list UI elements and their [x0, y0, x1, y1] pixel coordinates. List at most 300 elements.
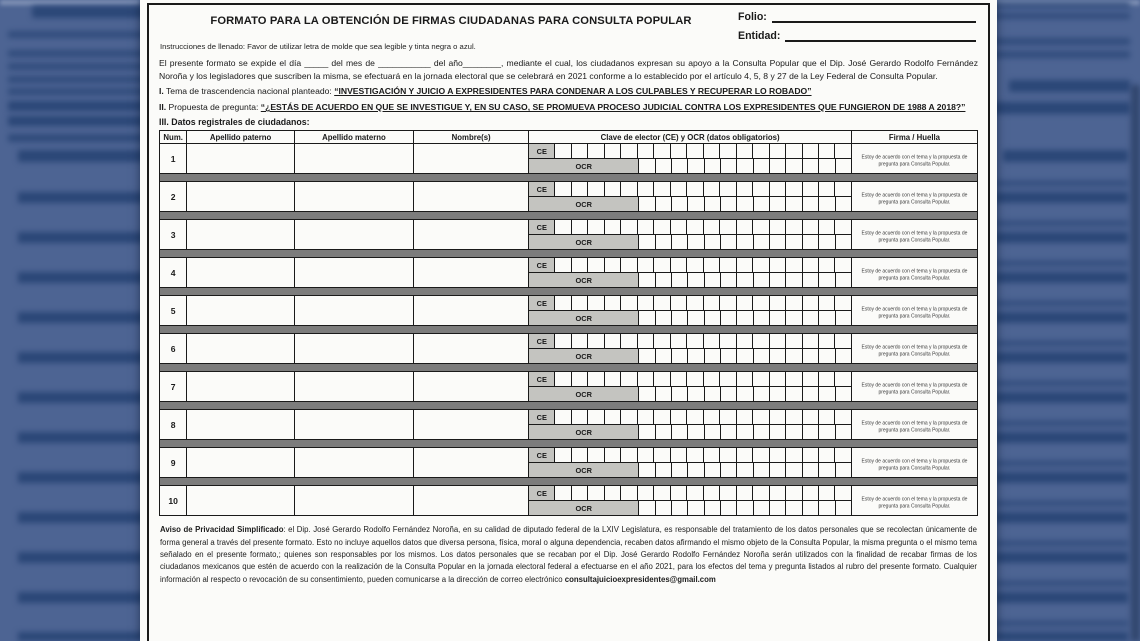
ocr-char-box[interactable]: [786, 235, 802, 249]
ocr-char-box[interactable]: [656, 159, 672, 173]
ce-char-box[interactable]: [687, 372, 703, 386]
ce-char-box[interactable]: [605, 258, 621, 272]
ce-char-box[interactable]: [621, 220, 637, 234]
ce-char-box[interactable]: [803, 410, 819, 424]
ce-char-box[interactable]: [737, 372, 753, 386]
ocr-char-box[interactable]: [819, 235, 835, 249]
ocr-char-box[interactable]: [688, 387, 704, 401]
ce-char-box[interactable]: [687, 334, 703, 348]
ce-char-box[interactable]: [786, 372, 802, 386]
ce-char-box[interactable]: [687, 258, 703, 272]
ocr-char-box[interactable]: [656, 311, 672, 325]
ocr-char-box[interactable]: [836, 235, 851, 249]
ce-char-box[interactable]: [704, 182, 720, 196]
ce-char-box[interactable]: [654, 182, 670, 196]
ocr-char-box[interactable]: [836, 463, 851, 477]
nombres-field[interactable]: [414, 182, 529, 211]
ce-char-box[interactable]: [753, 258, 769, 272]
ce-char-box[interactable]: [671, 182, 687, 196]
ce-char-box[interactable]: [555, 334, 571, 348]
ocr-char-box[interactable]: [754, 425, 770, 439]
ocr-char-box[interactable]: [786, 197, 802, 211]
apellido-materno-field[interactable]: [295, 372, 414, 401]
ocr-char-box[interactable]: [737, 463, 753, 477]
ce-char-box[interactable]: [671, 334, 687, 348]
ocr-char-box[interactable]: [803, 425, 819, 439]
ocr-char-box[interactable]: [656, 387, 672, 401]
ce-char-box[interactable]: [819, 296, 835, 310]
ce-char-box[interactable]: [770, 182, 786, 196]
ce-char-box[interactable]: [835, 410, 850, 424]
ce-char-box[interactable]: [621, 296, 637, 310]
ocr-char-box[interactable]: [819, 159, 835, 173]
ocr-char-box[interactable]: [705, 387, 721, 401]
signature-cell[interactable]: [852, 372, 977, 401]
ce-char-box[interactable]: [605, 220, 621, 234]
ce-char-box[interactable]: [638, 182, 654, 196]
ocr-char-box[interactable]: [786, 349, 802, 363]
ce-char-box[interactable]: [803, 448, 819, 462]
ce-char-box[interactable]: [786, 144, 802, 158]
ce-char-box[interactable]: [572, 448, 588, 462]
ce-char-box[interactable]: [588, 296, 604, 310]
ce-char-box[interactable]: [638, 410, 654, 424]
ce-char-box[interactable]: [555, 410, 571, 424]
ce-char-box[interactable]: [737, 486, 753, 500]
ocr-char-box[interactable]: [770, 387, 786, 401]
ocr-char-box[interactable]: [754, 463, 770, 477]
ce-char-box[interactable]: [572, 144, 588, 158]
ocr-char-box[interactable]: [639, 235, 655, 249]
ocr-char-box[interactable]: [754, 311, 770, 325]
ce-char-box[interactable]: [753, 486, 769, 500]
ocr-char-box[interactable]: [819, 197, 835, 211]
nombres-field[interactable]: [414, 334, 529, 363]
ce-char-box[interactable]: [835, 144, 850, 158]
ce-char-box[interactable]: [770, 296, 786, 310]
ce-char-box[interactable]: [671, 258, 687, 272]
ce-char-box[interactable]: [605, 486, 621, 500]
ce-char-box[interactable]: [687, 486, 703, 500]
ce-char-box[interactable]: [704, 258, 720, 272]
nombres-field[interactable]: [414, 410, 529, 439]
apellido-paterno-field[interactable]: [187, 144, 294, 173]
ce-char-box[interactable]: [786, 258, 802, 272]
ce-char-box[interactable]: [588, 410, 604, 424]
ocr-char-box[interactable]: [672, 501, 688, 515]
ocr-char-box[interactable]: [672, 311, 688, 325]
ce-char-box[interactable]: [654, 296, 670, 310]
ce-char-box[interactable]: [737, 182, 753, 196]
ocr-char-box[interactable]: [819, 311, 835, 325]
ocr-char-box[interactable]: [656, 463, 672, 477]
apellido-materno-field[interactable]: [295, 486, 414, 515]
ocr-char-box[interactable]: [639, 197, 655, 211]
ocr-char-box[interactable]: [705, 425, 721, 439]
ce-char-box[interactable]: [737, 296, 753, 310]
ocr-char-box[interactable]: [803, 159, 819, 173]
ocr-char-box[interactable]: [737, 349, 753, 363]
apellido-paterno-field[interactable]: [187, 182, 294, 211]
ocr-char-box[interactable]: [639, 501, 655, 515]
ce-char-box[interactable]: [621, 334, 637, 348]
ce-char-box[interactable]: [835, 258, 850, 272]
signature-cell[interactable]: [852, 448, 977, 477]
ce-char-box[interactable]: [555, 448, 571, 462]
ce-char-box[interactable]: [753, 296, 769, 310]
ocr-char-box[interactable]: [672, 273, 688, 287]
ocr-char-box[interactable]: [688, 273, 704, 287]
ce-char-box[interactable]: [753, 410, 769, 424]
ocr-char-box[interactable]: [639, 425, 655, 439]
ocr-char-box[interactable]: [819, 273, 835, 287]
ocr-char-box[interactable]: [786, 425, 802, 439]
ocr-char-box[interactable]: [672, 463, 688, 477]
ocr-char-box[interactable]: [688, 463, 704, 477]
ocr-char-box[interactable]: [770, 235, 786, 249]
nombres-field[interactable]: [414, 258, 529, 287]
ocr-char-box[interactable]: [656, 197, 672, 211]
ocr-char-box[interactable]: [705, 501, 721, 515]
ocr-char-box[interactable]: [803, 501, 819, 515]
ocr-char-box[interactable]: [705, 349, 721, 363]
ce-char-box[interactable]: [835, 448, 850, 462]
ce-char-box[interactable]: [835, 372, 850, 386]
nombres-field[interactable]: [414, 220, 529, 249]
ce-char-box[interactable]: [704, 486, 720, 500]
ce-char-box[interactable]: [819, 448, 835, 462]
ce-char-box[interactable]: [835, 220, 850, 234]
ce-char-box[interactable]: [720, 220, 736, 234]
ce-char-box[interactable]: [621, 486, 637, 500]
ce-char-box[interactable]: [704, 448, 720, 462]
ocr-char-box[interactable]: [803, 273, 819, 287]
ocr-char-box[interactable]: [754, 159, 770, 173]
apellido-materno-field[interactable]: [295, 144, 414, 173]
ocr-char-box[interactable]: [688, 235, 704, 249]
ce-char-box[interactable]: [753, 220, 769, 234]
ocr-char-box[interactable]: [819, 463, 835, 477]
ocr-char-box[interactable]: [836, 501, 851, 515]
ce-char-box[interactable]: [704, 144, 720, 158]
ocr-char-box[interactable]: [705, 235, 721, 249]
ce-char-box[interactable]: [572, 182, 588, 196]
ocr-char-box[interactable]: [721, 463, 737, 477]
ce-char-box[interactable]: [605, 372, 621, 386]
ce-char-box[interactable]: [720, 182, 736, 196]
ce-char-box[interactable]: [605, 296, 621, 310]
ocr-char-box[interactable]: [721, 387, 737, 401]
ce-char-box[interactable]: [654, 372, 670, 386]
ce-char-box[interactable]: [555, 220, 571, 234]
apellido-paterno-field[interactable]: [187, 334, 294, 363]
ce-char-box[interactable]: [555, 296, 571, 310]
ocr-char-box[interactable]: [770, 197, 786, 211]
signature-cell[interactable]: [852, 296, 977, 325]
ocr-char-box[interactable]: [770, 463, 786, 477]
ce-char-box[interactable]: [786, 334, 802, 348]
nombres-field[interactable]: [414, 372, 529, 401]
apellido-paterno-field[interactable]: [187, 486, 294, 515]
apellido-paterno-field[interactable]: [187, 296, 294, 325]
ocr-char-box[interactable]: [639, 311, 655, 325]
ce-char-box[interactable]: [621, 410, 637, 424]
ce-char-box[interactable]: [835, 296, 850, 310]
ce-char-box[interactable]: [572, 258, 588, 272]
ocr-char-box[interactable]: [836, 387, 851, 401]
ce-char-box[interactable]: [671, 372, 687, 386]
ce-char-box[interactable]: [638, 372, 654, 386]
ce-char-box[interactable]: [720, 144, 736, 158]
ce-char-box[interactable]: [737, 258, 753, 272]
ocr-char-box[interactable]: [803, 387, 819, 401]
ocr-char-box[interactable]: [770, 349, 786, 363]
ocr-char-box[interactable]: [639, 349, 655, 363]
apellido-paterno-field[interactable]: [187, 220, 294, 249]
ce-char-box[interactable]: [605, 144, 621, 158]
ce-char-box[interactable]: [786, 448, 802, 462]
ce-char-box[interactable]: [704, 410, 720, 424]
ce-char-box[interactable]: [687, 448, 703, 462]
ce-char-box[interactable]: [819, 258, 835, 272]
entidad-input-line[interactable]: [785, 31, 976, 42]
ocr-char-box[interactable]: [770, 159, 786, 173]
ce-char-box[interactable]: [654, 144, 670, 158]
apellido-paterno-field[interactable]: [187, 448, 294, 477]
ocr-char-box[interactable]: [770, 501, 786, 515]
ce-char-box[interactable]: [588, 182, 604, 196]
ocr-char-box[interactable]: [836, 349, 851, 363]
ocr-char-box[interactable]: [672, 349, 688, 363]
ocr-char-box[interactable]: [721, 273, 737, 287]
ocr-char-box[interactable]: [737, 425, 753, 439]
ocr-char-box[interactable]: [705, 197, 721, 211]
ce-char-box[interactable]: [786, 182, 802, 196]
apellido-materno-field[interactable]: [295, 258, 414, 287]
ce-char-box[interactable]: [572, 334, 588, 348]
ce-char-box[interactable]: [803, 372, 819, 386]
folio-input-line[interactable]: [772, 12, 976, 23]
ocr-char-box[interactable]: [737, 501, 753, 515]
ce-char-box[interactable]: [786, 410, 802, 424]
ce-char-box[interactable]: [803, 220, 819, 234]
ce-char-box[interactable]: [572, 410, 588, 424]
ce-char-box[interactable]: [671, 486, 687, 500]
ce-char-box[interactable]: [803, 296, 819, 310]
ce-char-box[interactable]: [638, 144, 654, 158]
ce-char-box[interactable]: [753, 448, 769, 462]
ce-char-box[interactable]: [819, 410, 835, 424]
ocr-char-box[interactable]: [688, 501, 704, 515]
ocr-char-box[interactable]: [705, 273, 721, 287]
ocr-char-box[interactable]: [705, 159, 721, 173]
ocr-char-box[interactable]: [672, 387, 688, 401]
ce-char-box[interactable]: [621, 144, 637, 158]
ce-char-box[interactable]: [638, 486, 654, 500]
signature-cell[interactable]: [852, 486, 977, 515]
ocr-char-box[interactable]: [803, 197, 819, 211]
ocr-char-box[interactable]: [819, 349, 835, 363]
ce-char-box[interactable]: [803, 144, 819, 158]
ce-char-box[interactable]: [555, 144, 571, 158]
ocr-char-box[interactable]: [819, 501, 835, 515]
ce-char-box[interactable]: [621, 448, 637, 462]
ce-char-box[interactable]: [588, 486, 604, 500]
ce-char-box[interactable]: [588, 334, 604, 348]
ce-char-box[interactable]: [737, 144, 753, 158]
ocr-char-box[interactable]: [656, 273, 672, 287]
ocr-char-box[interactable]: [705, 463, 721, 477]
ce-char-box[interactable]: [671, 448, 687, 462]
ocr-char-box[interactable]: [754, 273, 770, 287]
signature-cell[interactable]: [852, 258, 977, 287]
ocr-char-box[interactable]: [705, 311, 721, 325]
ocr-char-box[interactable]: [737, 387, 753, 401]
apellido-paterno-field[interactable]: [187, 372, 294, 401]
ocr-char-box[interactable]: [672, 425, 688, 439]
ce-char-box[interactable]: [671, 220, 687, 234]
signature-cell[interactable]: [852, 410, 977, 439]
ce-char-box[interactable]: [588, 448, 604, 462]
ocr-char-box[interactable]: [786, 273, 802, 287]
ce-char-box[interactable]: [819, 334, 835, 348]
ce-char-box[interactable]: [819, 372, 835, 386]
ocr-char-box[interactable]: [737, 273, 753, 287]
ocr-char-box[interactable]: [639, 387, 655, 401]
ocr-char-box[interactable]: [737, 197, 753, 211]
apellido-materno-field[interactable]: [295, 334, 414, 363]
ce-char-box[interactable]: [638, 220, 654, 234]
ce-char-box[interactable]: [588, 144, 604, 158]
nombres-field[interactable]: [414, 296, 529, 325]
ce-char-box[interactable]: [621, 182, 637, 196]
ocr-char-box[interactable]: [688, 349, 704, 363]
ce-char-box[interactable]: [687, 220, 703, 234]
ce-char-box[interactable]: [819, 486, 835, 500]
ce-char-box[interactable]: [770, 486, 786, 500]
ce-char-box[interactable]: [704, 296, 720, 310]
ocr-char-box[interactable]: [639, 159, 655, 173]
ce-char-box[interactable]: [605, 334, 621, 348]
ocr-char-box[interactable]: [836, 197, 851, 211]
ce-char-box[interactable]: [803, 258, 819, 272]
ocr-char-box[interactable]: [737, 311, 753, 325]
ocr-char-box[interactable]: [786, 311, 802, 325]
ce-char-box[interactable]: [770, 334, 786, 348]
ocr-char-box[interactable]: [688, 311, 704, 325]
ocr-char-box[interactable]: [786, 159, 802, 173]
ce-char-box[interactable]: [720, 410, 736, 424]
ocr-char-box[interactable]: [786, 387, 802, 401]
ocr-char-box[interactable]: [836, 425, 851, 439]
ocr-char-box[interactable]: [754, 197, 770, 211]
ce-char-box[interactable]: [638, 448, 654, 462]
signature-cell[interactable]: [852, 182, 977, 211]
ocr-char-box[interactable]: [639, 273, 655, 287]
ocr-char-box[interactable]: [672, 235, 688, 249]
ocr-char-box[interactable]: [836, 273, 851, 287]
ce-char-box[interactable]: [720, 372, 736, 386]
ce-char-box[interactable]: [555, 182, 571, 196]
ce-char-box[interactable]: [605, 410, 621, 424]
ocr-char-box[interactable]: [770, 425, 786, 439]
ce-char-box[interactable]: [654, 220, 670, 234]
ocr-char-box[interactable]: [754, 235, 770, 249]
ce-char-box[interactable]: [753, 372, 769, 386]
ce-char-box[interactable]: [555, 486, 571, 500]
ce-char-box[interactable]: [753, 144, 769, 158]
ocr-char-box[interactable]: [656, 501, 672, 515]
ocr-char-box[interactable]: [672, 197, 688, 211]
nombres-field[interactable]: [414, 448, 529, 477]
ce-char-box[interactable]: [671, 296, 687, 310]
ce-char-box[interactable]: [671, 410, 687, 424]
ce-char-box[interactable]: [638, 296, 654, 310]
ocr-char-box[interactable]: [721, 349, 737, 363]
ocr-char-box[interactable]: [656, 349, 672, 363]
ce-char-box[interactable]: [835, 486, 850, 500]
ce-char-box[interactable]: [555, 258, 571, 272]
ce-char-box[interactable]: [704, 220, 720, 234]
ocr-char-box[interactable]: [786, 501, 802, 515]
ce-char-box[interactable]: [654, 448, 670, 462]
ce-char-box[interactable]: [819, 144, 835, 158]
ce-char-box[interactable]: [737, 334, 753, 348]
ocr-char-box[interactable]: [754, 501, 770, 515]
ce-char-box[interactable]: [819, 182, 835, 196]
ocr-char-box[interactable]: [803, 311, 819, 325]
ce-char-box[interactable]: [704, 372, 720, 386]
ocr-char-box[interactable]: [721, 197, 737, 211]
ce-char-box[interactable]: [770, 258, 786, 272]
ce-char-box[interactable]: [786, 296, 802, 310]
ce-char-box[interactable]: [803, 486, 819, 500]
ocr-char-box[interactable]: [737, 159, 753, 173]
ocr-char-box[interactable]: [688, 425, 704, 439]
ce-char-box[interactable]: [572, 486, 588, 500]
ce-char-box[interactable]: [687, 144, 703, 158]
signature-cell[interactable]: [852, 334, 977, 363]
ce-char-box[interactable]: [770, 372, 786, 386]
ocr-char-box[interactable]: [721, 235, 737, 249]
ce-char-box[interactable]: [588, 258, 604, 272]
ocr-char-box[interactable]: [770, 273, 786, 287]
ce-char-box[interactable]: [654, 410, 670, 424]
ce-char-box[interactable]: [555, 372, 571, 386]
ce-char-box[interactable]: [687, 182, 703, 196]
ocr-char-box[interactable]: [688, 197, 704, 211]
ocr-char-box[interactable]: [737, 235, 753, 249]
apellido-paterno-field[interactable]: [187, 258, 294, 287]
ce-char-box[interactable]: [737, 410, 753, 424]
ce-char-box[interactable]: [737, 448, 753, 462]
ce-char-box[interactable]: [753, 182, 769, 196]
apellido-materno-field[interactable]: [295, 296, 414, 325]
ocr-char-box[interactable]: [819, 425, 835, 439]
ocr-char-box[interactable]: [688, 159, 704, 173]
ocr-char-box[interactable]: [836, 159, 851, 173]
ce-char-box[interactable]: [720, 486, 736, 500]
ocr-char-box[interactable]: [786, 463, 802, 477]
ce-char-box[interactable]: [654, 486, 670, 500]
ocr-char-box[interactable]: [721, 501, 737, 515]
ocr-char-box[interactable]: [721, 311, 737, 325]
ce-char-box[interactable]: [621, 372, 637, 386]
ocr-char-box[interactable]: [819, 387, 835, 401]
ce-char-box[interactable]: [720, 334, 736, 348]
ce-char-box[interactable]: [638, 334, 654, 348]
ce-char-box[interactable]: [786, 220, 802, 234]
